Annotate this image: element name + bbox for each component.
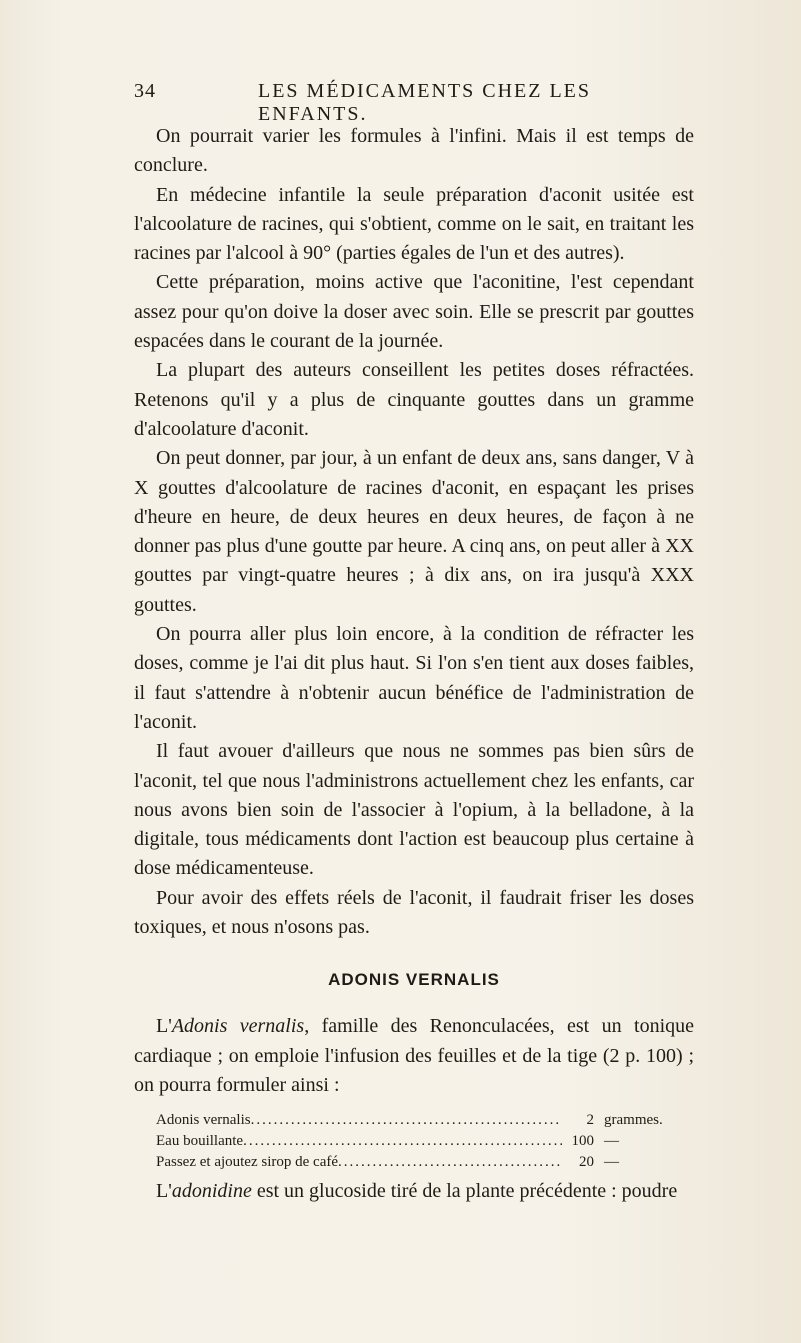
recipe-row bbox=[156, 1110, 694, 1131]
closing-prefix: L' bbox=[156, 1180, 172, 1203]
leader-dots bbox=[243, 1131, 562, 1152]
recipe-ingredient: Passez et ajoutez sirop de café bbox=[156, 1154, 338, 1171]
closing-italic: adonidine bbox=[171, 1180, 252, 1203]
paragraph: On pourrait varier les formules à l'infini. Mais il est temps de conclure. bbox=[134, 125, 694, 177]
recipe-unit: grammes. bbox=[604, 1112, 663, 1129]
paragraph: La plupart des auteurs conseillent les petites doses réfractées. Retenons qu'il y a plus de cinquante gouttes dans un gramme d'alcoolature d'aconit. bbox=[134, 359, 694, 440]
recipe-quantity: 20 bbox=[579, 1154, 594, 1171]
paragraph: Cette préparation, moins active que l'aconitine, l'est cependant assez pour qu'on doive la doser avec soin. Elle se prescrit par gouttes espacées dans le courant de la journée. bbox=[134, 271, 694, 353]
body-text bbox=[134, 122, 694, 1207]
recipe-quantity: 2 bbox=[586, 1112, 594, 1129]
paragraph: Pour avoir des effets réels de l'aconit, il faudrait friser les doses toxiques, et nous n'osons pas. bbox=[134, 886, 694, 939]
running-header bbox=[134, 80, 694, 125]
paragraph: On pourra aller plus loin encore, à la condition de réfracter les doses, comme je l'ai dit plus haut. Si l'on s'en tient aux doses faibles, il faut s'attendre à n'obtenir aucun bénéfice de l'administration de l'aconit. bbox=[134, 623, 694, 733]
recipe-unit: — bbox=[604, 1154, 619, 1171]
recipe bbox=[134, 1110, 694, 1173]
section-intro bbox=[134, 1012, 694, 1100]
recipe-row bbox=[156, 1131, 694, 1152]
closing-rest: est un glucoside tiré de la plante précédente : poudre bbox=[251, 1180, 678, 1203]
paragraph: En médecine infantile la seule préparation d'aconit usitée est l'alcoolature de racines, qui s'obtient, comme on le sait, en traitant les racines par l'alcool à 90° (parties égales de l'un et des autres). bbox=[134, 183, 694, 265]
recipe-row bbox=[156, 1152, 694, 1173]
intro-italic: Adonis vernalis bbox=[171, 1015, 305, 1038]
recipe-ingredient: Eau bouillante bbox=[156, 1133, 244, 1150]
section-heading: ADONIS VERNALIS bbox=[328, 970, 500, 990]
paragraph: Il faut avouer d'ailleurs que nous ne sommes pas bien sûrs de l'aconit, tel que nous l'administrons actuellement chez les enfants, car nous avons bien soin de l'associer à l'opium, à la belladone, à la digitale, tous médicaments dont l'action est beaucoup plus certaine à dose médicamenteuse. bbox=[134, 740, 694, 880]
leader-dots bbox=[338, 1152, 562, 1173]
running-title: LES MÉDICAMENTS CHEZ LES ENFANTS. bbox=[258, 80, 591, 125]
page-number: 34 bbox=[134, 80, 156, 102]
recipe-unit: — bbox=[604, 1133, 619, 1150]
intro-prefix: L' bbox=[156, 1015, 172, 1038]
closing-line bbox=[134, 1177, 694, 1206]
recipe-ingredient: Adonis vernalis bbox=[156, 1112, 251, 1129]
leader-dots bbox=[251, 1110, 562, 1131]
paragraph: On peut donner, par jour, à un enfant de deux ans, sans danger, V à X gouttes d'alcoolature de racines d'aconit, en espaçant les prises d'heure en heure, de deux heures en deux heures, de façon à ne donner pas plus d'une goutte par heure. A cinq ans, on peut aller à XX gouttes par vingt-quatre heures ; à dix ans, on ira jusqu'à XXX gouttes. bbox=[134, 447, 694, 616]
recipe-quantity: 100 bbox=[571, 1133, 594, 1150]
intro-rest: , famille des Renonculacées, est un tonique cardiaque ; on emploie l'infusion des feuilles et de la tige (2 p. 100) ; on pourra formuler ainsi : bbox=[134, 1015, 694, 1096]
